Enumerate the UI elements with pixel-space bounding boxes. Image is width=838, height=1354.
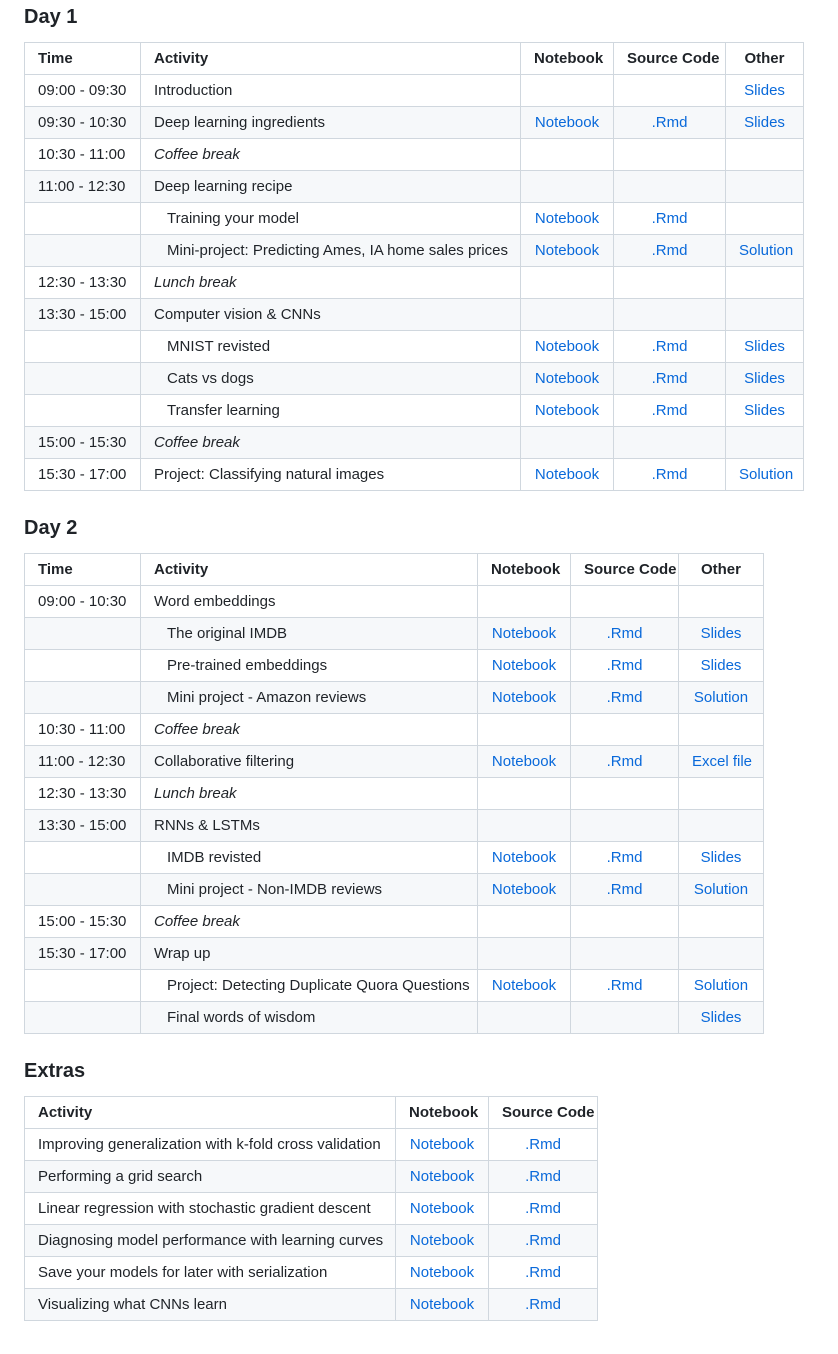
time-cell: 13:30 - 15:00 bbox=[25, 810, 141, 842]
source-cell bbox=[614, 299, 726, 331]
table-row bbox=[25, 618, 764, 650]
notebook-link[interactable]: Notebook bbox=[534, 401, 600, 419]
other-link[interactable]: Slides bbox=[744, 401, 785, 419]
activity-cell: Word embeddings bbox=[141, 586, 478, 618]
schedule-table-day2 bbox=[24, 553, 764, 1034]
notebook-link[interactable]: Notebook bbox=[409, 1199, 475, 1217]
notebook-link[interactable]: Notebook bbox=[534, 209, 600, 227]
time-cell bbox=[25, 618, 141, 650]
other-link[interactable]: Solution bbox=[693, 880, 749, 898]
column-header-activity: Activity bbox=[141, 43, 521, 75]
notebook-link[interactable]: Notebook bbox=[491, 624, 557, 642]
notebook-cell bbox=[521, 459, 614, 491]
section-day1 bbox=[24, 5, 814, 491]
other-cell bbox=[726, 331, 804, 363]
source-link[interactable]: .Rmd bbox=[651, 369, 688, 387]
source-link[interactable]: .Rmd bbox=[606, 848, 643, 866]
other-cell bbox=[679, 970, 764, 1002]
table-row bbox=[25, 938, 764, 970]
other-link[interactable]: Excel file bbox=[692, 752, 753, 770]
table-row bbox=[25, 906, 764, 938]
table-row bbox=[25, 459, 804, 491]
source-link[interactable]: .Rmd bbox=[651, 337, 688, 355]
time-cell: 09:00 - 09:30 bbox=[25, 75, 141, 107]
activity-cell: Performing a grid search bbox=[25, 1161, 396, 1193]
source-cell bbox=[614, 267, 726, 299]
activity-cell: Transfer learning bbox=[141, 395, 521, 427]
source-cell bbox=[614, 203, 726, 235]
header-row bbox=[25, 1097, 598, 1129]
table-row bbox=[25, 139, 804, 171]
notebook-link[interactable]: Notebook bbox=[534, 113, 600, 131]
source-cell bbox=[489, 1289, 598, 1321]
source-link[interactable]: .Rmd bbox=[651, 113, 688, 131]
notebook-cell bbox=[521, 139, 614, 171]
column-header-other: Other bbox=[726, 43, 804, 75]
activity-cell: IMDB revisted bbox=[141, 842, 478, 874]
activity-cell: Linear regression with stochastic gradient descent bbox=[25, 1193, 396, 1225]
other-cell bbox=[679, 714, 764, 746]
notebook-link[interactable]: Notebook bbox=[491, 688, 557, 706]
table-row bbox=[25, 746, 764, 778]
notebook-cell bbox=[478, 618, 571, 650]
activity-cell: MNIST revisted bbox=[141, 331, 521, 363]
activity-cell: Mini-project: Predicting Ames, IA home sales prices bbox=[141, 235, 521, 267]
source-cell bbox=[489, 1257, 598, 1289]
header-row bbox=[25, 43, 804, 75]
source-link[interactable]: .Rmd bbox=[525, 1167, 561, 1185]
time-cell: 12:30 - 13:30 bbox=[25, 778, 141, 810]
source-cell bbox=[614, 171, 726, 203]
notebook-cell bbox=[396, 1193, 489, 1225]
other-cell bbox=[679, 778, 764, 810]
activity-cell: Improving generalization with k-fold cross validation bbox=[25, 1129, 396, 1161]
source-cell bbox=[614, 363, 726, 395]
notebook-cell bbox=[521, 235, 614, 267]
column-header-time: Time bbox=[25, 43, 141, 75]
table-row bbox=[25, 363, 804, 395]
other-cell bbox=[679, 682, 764, 714]
notebook-link[interactable]: Notebook bbox=[409, 1135, 475, 1153]
table-row bbox=[25, 75, 804, 107]
time-cell bbox=[25, 874, 141, 906]
activity-cell: Training your model bbox=[141, 203, 521, 235]
time-cell bbox=[25, 682, 141, 714]
other-cell bbox=[679, 650, 764, 682]
time-cell: 09:00 - 10:30 bbox=[25, 586, 141, 618]
other-cell bbox=[726, 203, 804, 235]
activity-cell: Lunch break bbox=[141, 267, 521, 299]
other-cell bbox=[679, 586, 764, 618]
time-cell bbox=[25, 363, 141, 395]
source-cell bbox=[614, 139, 726, 171]
other-cell bbox=[679, 1002, 764, 1034]
source-cell bbox=[571, 810, 679, 842]
notebook-cell bbox=[478, 842, 571, 874]
column-header-notebook: Notebook bbox=[521, 43, 614, 75]
activity-cell: Pre-trained embeddings bbox=[141, 650, 478, 682]
section-title-day2: Day 2 bbox=[24, 517, 78, 539]
table-row bbox=[25, 1225, 598, 1257]
table-row bbox=[25, 1257, 598, 1289]
notebook-cell bbox=[478, 586, 571, 618]
source-link[interactable]: .Rmd bbox=[651, 465, 688, 483]
time-cell bbox=[25, 842, 141, 874]
other-cell bbox=[679, 938, 764, 970]
other-cell bbox=[726, 459, 804, 491]
source-link[interactable]: .Rmd bbox=[525, 1231, 561, 1249]
table-row bbox=[25, 331, 804, 363]
other-cell bbox=[726, 75, 804, 107]
activity-cell: Collaborative filtering bbox=[141, 746, 478, 778]
other-link[interactable]: Solution bbox=[693, 976, 749, 994]
source-link[interactable]: .Rmd bbox=[525, 1135, 561, 1153]
time-cell: 13:30 - 15:00 bbox=[25, 299, 141, 331]
other-cell bbox=[679, 842, 764, 874]
table-row bbox=[25, 714, 764, 746]
column-header-source: Source Code bbox=[614, 43, 726, 75]
column-header-source: Source Code bbox=[571, 554, 679, 586]
table-row bbox=[25, 107, 804, 139]
source-cell bbox=[489, 1161, 598, 1193]
activity-cell: Coffee break bbox=[141, 714, 478, 746]
table-row bbox=[25, 682, 764, 714]
notebook-link[interactable]: Notebook bbox=[491, 752, 557, 770]
source-link[interactable]: .Rmd bbox=[651, 209, 688, 227]
other-link[interactable]: Slides bbox=[744, 113, 785, 131]
table-row bbox=[25, 650, 764, 682]
column-header-notebook: Notebook bbox=[478, 554, 571, 586]
source-link[interactable]: .Rmd bbox=[606, 880, 643, 898]
source-cell bbox=[571, 650, 679, 682]
other-link[interactable]: Slides bbox=[744, 369, 785, 387]
source-cell bbox=[571, 970, 679, 1002]
source-cell bbox=[571, 874, 679, 906]
activity-cell: Coffee break bbox=[141, 427, 521, 459]
other-cell bbox=[726, 363, 804, 395]
activity-cell: Project: Detecting Duplicate Quora Questions bbox=[141, 970, 478, 1002]
time-cell: 15:00 - 15:30 bbox=[25, 906, 141, 938]
source-link[interactable]: .Rmd bbox=[606, 688, 643, 706]
notebook-cell bbox=[478, 906, 571, 938]
activity-cell: Cats vs dogs bbox=[141, 363, 521, 395]
other-link[interactable]: Slides bbox=[744, 81, 785, 99]
other-cell bbox=[726, 267, 804, 299]
source-link[interactable]: .Rmd bbox=[606, 976, 643, 994]
source-cell bbox=[614, 395, 726, 427]
notebook-link[interactable]: Notebook bbox=[534, 465, 600, 483]
notebook-cell bbox=[396, 1257, 489, 1289]
other-link[interactable]: Slides bbox=[700, 1008, 742, 1026]
source-link[interactable]: .Rmd bbox=[606, 752, 643, 770]
table-row bbox=[25, 171, 804, 203]
other-cell bbox=[726, 299, 804, 331]
table-row bbox=[25, 1289, 598, 1321]
other-cell bbox=[726, 395, 804, 427]
source-cell bbox=[489, 1129, 598, 1161]
activity-cell: RNNs & LSTMs bbox=[141, 810, 478, 842]
notebook-link[interactable]: Notebook bbox=[491, 656, 557, 674]
table-row bbox=[25, 842, 764, 874]
notebook-cell bbox=[521, 427, 614, 459]
notebook-cell bbox=[478, 746, 571, 778]
activity-cell: Diagnosing model performance with learning curves bbox=[25, 1225, 396, 1257]
other-cell bbox=[679, 746, 764, 778]
time-cell: 15:00 - 15:30 bbox=[25, 427, 141, 459]
source-cell bbox=[489, 1225, 598, 1257]
activity-cell: Save your models for later with serialization bbox=[25, 1257, 396, 1289]
source-cell bbox=[614, 459, 726, 491]
table-row bbox=[25, 299, 804, 331]
header-row bbox=[25, 554, 764, 586]
table-row bbox=[25, 970, 764, 1002]
activity-cell: Introduction bbox=[141, 75, 521, 107]
column-header-activity: Activity bbox=[141, 554, 478, 586]
notebook-cell bbox=[478, 938, 571, 970]
section-day2 bbox=[24, 516, 814, 1034]
activity-cell: Mini project - Non-IMDB reviews bbox=[141, 874, 478, 906]
source-cell bbox=[614, 427, 726, 459]
column-header-notebook: Notebook bbox=[396, 1097, 489, 1129]
other-link[interactable]: Solution bbox=[693, 688, 749, 706]
source-cell bbox=[571, 778, 679, 810]
source-cell bbox=[489, 1193, 598, 1225]
other-cell bbox=[726, 427, 804, 459]
other-cell bbox=[726, 171, 804, 203]
activity-cell: Coffee break bbox=[141, 139, 521, 171]
source-cell bbox=[571, 1002, 679, 1034]
column-header-other: Other bbox=[679, 554, 764, 586]
activity-cell: Deep learning ingredients bbox=[141, 107, 521, 139]
time-cell bbox=[25, 235, 141, 267]
notebook-cell bbox=[478, 650, 571, 682]
time-cell: 11:00 - 12:30 bbox=[25, 746, 141, 778]
time-cell: 10:30 - 11:00 bbox=[25, 714, 141, 746]
other-link[interactable]: Slides bbox=[744, 337, 785, 355]
source-cell bbox=[571, 938, 679, 970]
source-link[interactable]: .Rmd bbox=[606, 624, 643, 642]
other-cell bbox=[679, 874, 764, 906]
time-cell: 15:30 - 17:00 bbox=[25, 459, 141, 491]
notebook-cell bbox=[478, 778, 571, 810]
other-link[interactable]: Slides bbox=[700, 624, 742, 642]
column-header-source: Source Code bbox=[489, 1097, 598, 1129]
other-cell bbox=[679, 810, 764, 842]
table-row bbox=[25, 1193, 598, 1225]
table-row bbox=[25, 427, 804, 459]
source-cell bbox=[571, 906, 679, 938]
notebook-cell bbox=[478, 714, 571, 746]
other-cell bbox=[726, 107, 804, 139]
notebook-link[interactable]: Notebook bbox=[409, 1295, 475, 1313]
source-link[interactable]: .Rmd bbox=[525, 1199, 561, 1217]
activity-cell: Visualizing what CNNs learn bbox=[25, 1289, 396, 1321]
other-cell bbox=[726, 139, 804, 171]
source-link[interactable]: .Rmd bbox=[525, 1295, 561, 1313]
source-cell bbox=[571, 746, 679, 778]
source-cell bbox=[571, 714, 679, 746]
time-cell: 09:30 - 10:30 bbox=[25, 107, 141, 139]
other-link[interactable]: Solution bbox=[739, 241, 794, 259]
notebook-link[interactable]: Notebook bbox=[534, 241, 600, 259]
table-row bbox=[25, 874, 764, 906]
notebook-cell bbox=[521, 107, 614, 139]
notebook-cell bbox=[478, 1002, 571, 1034]
table-row bbox=[25, 1161, 598, 1193]
source-cell bbox=[614, 107, 726, 139]
activity-cell: Coffee break bbox=[141, 906, 478, 938]
section-title-day1: Day 1 bbox=[24, 6, 78, 28]
source-cell bbox=[571, 586, 679, 618]
source-cell bbox=[571, 682, 679, 714]
section-extras bbox=[24, 1059, 814, 1321]
time-cell: 10:30 - 11:00 bbox=[25, 139, 141, 171]
notebook-cell bbox=[478, 810, 571, 842]
column-header-time: Time bbox=[25, 554, 141, 586]
table-row bbox=[25, 267, 804, 299]
table-row bbox=[25, 235, 804, 267]
source-link[interactable]: .Rmd bbox=[525, 1263, 561, 1281]
notebook-cell bbox=[478, 682, 571, 714]
time-cell: 15:30 - 17:00 bbox=[25, 938, 141, 970]
other-cell bbox=[726, 235, 804, 267]
notebook-cell bbox=[521, 395, 614, 427]
activity-cell: Deep learning recipe bbox=[141, 171, 521, 203]
time-cell: 11:00 - 12:30 bbox=[25, 171, 141, 203]
time-cell bbox=[25, 650, 141, 682]
time-cell bbox=[25, 970, 141, 1002]
time-cell bbox=[25, 203, 141, 235]
notebook-cell bbox=[521, 299, 614, 331]
schedule-table-extras bbox=[24, 1096, 598, 1321]
notebook-link[interactable]: Notebook bbox=[491, 880, 557, 898]
notebook-link[interactable]: Notebook bbox=[409, 1167, 475, 1185]
notebook-cell bbox=[396, 1161, 489, 1193]
activity-cell: The original IMDB bbox=[141, 618, 478, 650]
notebook-cell bbox=[396, 1129, 489, 1161]
section-title-extras: Extras bbox=[24, 1060, 86, 1082]
notebook-cell bbox=[521, 267, 614, 299]
source-cell bbox=[571, 618, 679, 650]
activity-cell: Computer vision & CNNs bbox=[141, 299, 521, 331]
notebook-cell bbox=[396, 1289, 489, 1321]
time-cell: 12:30 - 13:30 bbox=[25, 267, 141, 299]
other-link[interactable]: Slides bbox=[700, 656, 742, 674]
notebook-cell bbox=[521, 171, 614, 203]
column-header-activity: Activity bbox=[25, 1097, 396, 1129]
other-cell bbox=[679, 618, 764, 650]
source-link[interactable]: .Rmd bbox=[606, 656, 643, 674]
table-row bbox=[25, 1002, 764, 1034]
activity-cell: Mini project - Amazon reviews bbox=[141, 682, 478, 714]
notebook-link[interactable]: Notebook bbox=[409, 1263, 475, 1281]
notebook-link[interactable]: Notebook bbox=[534, 337, 600, 355]
activity-cell: Final words of wisdom bbox=[141, 1002, 478, 1034]
table-row bbox=[25, 203, 804, 235]
source-cell bbox=[614, 235, 726, 267]
notebook-cell bbox=[521, 331, 614, 363]
notebook-link[interactable]: Notebook bbox=[409, 1231, 475, 1249]
notebook-cell bbox=[521, 363, 614, 395]
time-cell bbox=[25, 331, 141, 363]
source-cell bbox=[614, 75, 726, 107]
table-row bbox=[25, 810, 764, 842]
schedule-table-day1 bbox=[24, 42, 804, 491]
time-cell bbox=[25, 395, 141, 427]
table-row bbox=[25, 778, 764, 810]
notebook-link[interactable]: Notebook bbox=[534, 369, 600, 387]
activity-cell: Wrap up bbox=[141, 938, 478, 970]
source-cell bbox=[571, 842, 679, 874]
source-link[interactable]: .Rmd bbox=[651, 401, 688, 419]
table-row bbox=[25, 395, 804, 427]
table-row bbox=[25, 586, 764, 618]
other-link[interactable]: Solution bbox=[739, 465, 794, 483]
notebook-cell bbox=[396, 1225, 489, 1257]
notebook-cell bbox=[521, 75, 614, 107]
notebook-cell bbox=[478, 970, 571, 1002]
time-cell bbox=[25, 1002, 141, 1034]
table-row bbox=[25, 1129, 598, 1161]
source-cell bbox=[614, 331, 726, 363]
activity-cell: Project: Classifying natural images bbox=[141, 459, 521, 491]
notebook-cell bbox=[521, 203, 614, 235]
notebook-link[interactable]: Notebook bbox=[491, 976, 557, 994]
source-link[interactable]: .Rmd bbox=[651, 241, 688, 259]
notebook-link[interactable]: Notebook bbox=[491, 848, 557, 866]
activity-cell: Lunch break bbox=[141, 778, 478, 810]
notebook-cell bbox=[478, 874, 571, 906]
other-link[interactable]: Slides bbox=[700, 848, 742, 866]
other-cell bbox=[679, 906, 764, 938]
